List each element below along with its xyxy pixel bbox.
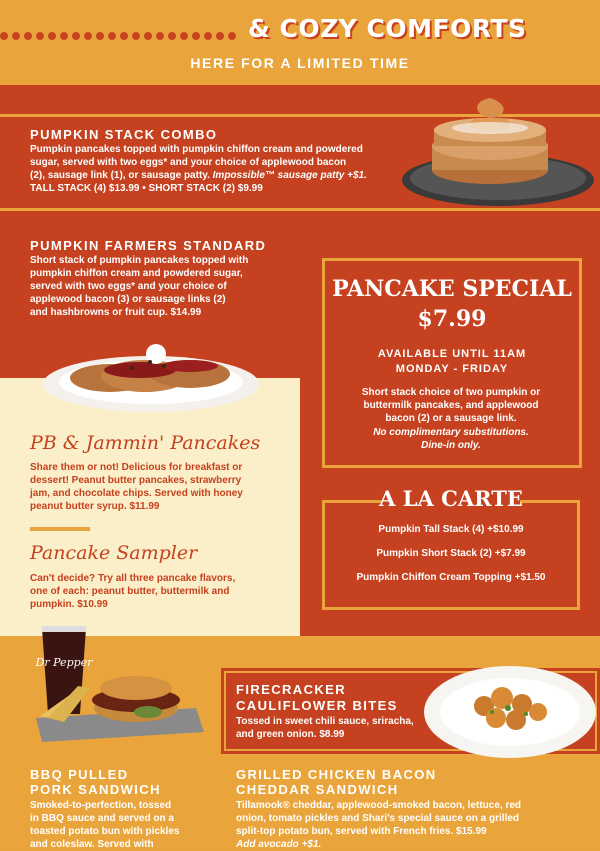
farmers-desc: pumpkin chiffon cream and powdered sugar, (30, 268, 243, 279)
pumpkin-stack-desc: Pumpkin pancakes topped with pumpkin chiffon cream and powdered (30, 144, 363, 155)
cauliflower-desc: and green onion. $8.99 (236, 729, 345, 740)
page-title: & COZY COMFORTS (248, 14, 527, 43)
pumpkin-stack-desc-text: (2), sausage link (1), or sausage patty. (30, 170, 210, 181)
bbq-title: PORK SANDWICH (30, 782, 161, 797)
special-desc: Short stack choice of two pumpkin or (361, 387, 541, 398)
farmers-desc: and hashbrowns or fruit cup. $14.99 (30, 307, 202, 318)
pb-jammin-desc: dessert! Peanut butter pancakes, strawberry (30, 475, 242, 486)
impossible-note: Impossible™ sausage patty +$1. (212, 170, 367, 181)
a-la-carte-item: Pumpkin Chiffon Cream Topping +$1.50 (356, 572, 546, 583)
pumpkin-stack-desc: sugar, served with two eggs* and your choice of applewood bacon (30, 157, 347, 168)
pumpkin-stack-title: PUMPKIN STACK COMBO (30, 127, 218, 142)
a-la-carte-title: A LA CARTE (379, 486, 523, 511)
special-desc: buttermilk pancakes, and applewood (363, 400, 539, 411)
page-subtitle: HERE FOR A LIMITED TIME (190, 55, 410, 71)
pb-jammin-desc: Share them or not! Delicious for breakfast or (30, 462, 243, 473)
a-la-carte-item: Pumpkin Tall Stack (4) +$10.99 (378, 524, 524, 535)
pancake-special-price: $7.99 (417, 306, 487, 332)
chicken-desc: Tillamook® cheddar, applewood-smoked bacon, lettuce, red (236, 800, 522, 811)
sampler-title: Pancake Sampler (30, 542, 198, 564)
special-note: Dine-in only. (421, 440, 481, 451)
farmers-desc: applewood bacon (3) or sausage links (2) (30, 294, 226, 305)
cauliflower-image (422, 662, 598, 762)
special-note: No complimentary substitutions. (373, 427, 529, 438)
chicken-addon: Add avocado +$1. (236, 839, 322, 850)
farmers-title: PUMPKIN FARMERS STANDARD (30, 238, 267, 253)
chicken-title: CHEDDAR SANDWICH (236, 782, 399, 797)
chicken-desc: split-top potato bun, served with French fries. $15.99 (236, 826, 487, 837)
sampler-desc: one of each: peanut butter, buttermilk and (30, 586, 230, 597)
bbq-sandwich-image (28, 622, 208, 744)
dot-row-decoration (0, 30, 245, 42)
special-availability: AVAILABLE UNTIL 11AM (377, 348, 527, 360)
bbq-desc: Smoked-to-perfection, tossed (30, 800, 172, 811)
pumpkin-pancake-image (398, 88, 598, 212)
cauliflower-title: FIRECRACKER (236, 682, 347, 697)
special-desc: bacon (2) or a sausage link. (385, 413, 517, 424)
pb-jammin-pancake-image (40, 336, 262, 416)
section-divider (30, 527, 90, 531)
pumpkin-stack-desc (30, 169, 367, 182)
special-days: MONDAY - FRIDAY (395, 363, 509, 375)
farmers-desc: served with two eggs* and your choice of (30, 281, 227, 292)
bbq-title: BBQ PULLED (30, 767, 129, 782)
sampler-desc: pumpkin. $10.99 (30, 599, 108, 610)
pumpkin-stack-prices: TALL STACK (4) $13.99 • SHORT STACK (2) $9.99 (30, 183, 263, 194)
pb-jammin-desc: peanut butter syrup. $11.99 (30, 501, 160, 512)
cauliflower-title: CAULIFLOWER BITES (236, 698, 398, 713)
bbq-desc: and coleslaw. Served with (30, 839, 154, 850)
chicken-title: GRILLED CHICKEN BACON (236, 767, 437, 782)
farmers-desc: Short stack of pumpkin pancakes topped with (30, 255, 249, 266)
a-la-carte-item: Pumpkin Short Stack (2) +$7.99 (376, 548, 526, 559)
chicken-desc: onion, tomato pickles and Shari's special sauce on a grilled (236, 813, 520, 824)
cauliflower-desc: Tossed in sweet chili sauce, sriracha, (236, 716, 414, 727)
pancake-special-title: PANCAKE SPECIAL (332, 276, 572, 302)
drink-logo: Dr Pepper (35, 656, 93, 669)
sampler-desc: Can't decide? Try all three pancake flavors, (30, 573, 236, 584)
bbq-desc: toasted potato bun with pickles (30, 826, 180, 837)
bbq-desc: in BBQ sauce and served on a (30, 813, 174, 824)
pb-jammin-title: PB & Jammin' Pancakes (30, 432, 261, 454)
pb-jammin-desc: jam, and chocolate chips. Served with honey (30, 488, 243, 499)
